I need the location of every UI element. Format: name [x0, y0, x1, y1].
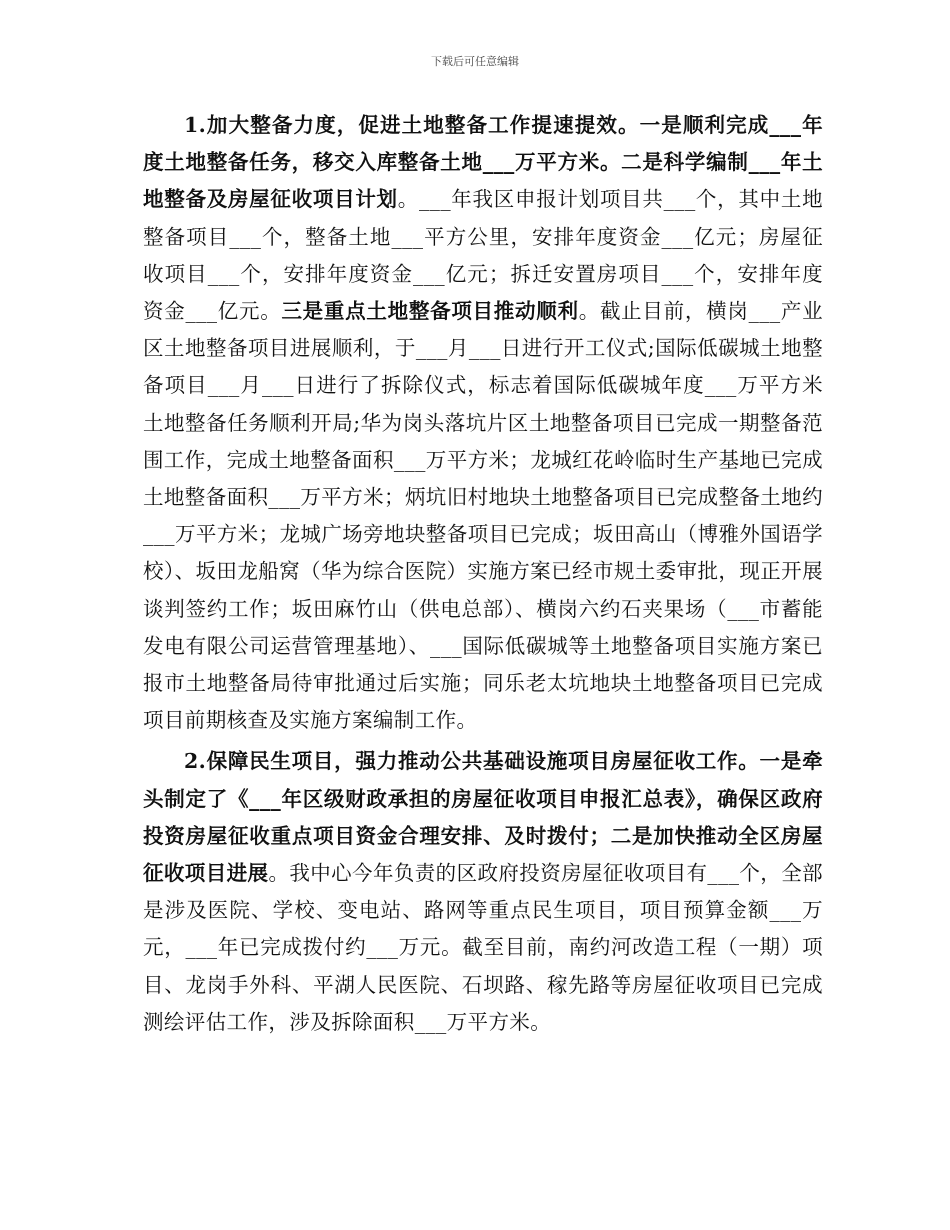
paragraph-2-heading: 2.保障民生项目，强力推动公共基础设施项目房屋征收工作。一是牵头制定了《___年区级财政承担的房屋征收项目申报汇总表》，确保区政府投资房屋征收重点项目资金合理安排、及时拨付；二是加快推动全区房屋征收项目进展 — [143, 749, 823, 886]
paragraph-1-text-continued: 。截止目前，横岗___产业区土地整备项目进展顺利，于___月___日进行开工仪式;国际低碳城土地整备项目___月___日进行了拆除仪式，标志着国际低碳城年度___万平方米土地整备任务顺利开局;华为岗头落坑片区土地整备项目已完成一期整备范围工作，完成土地整备面积___万平方米；龙城红花岭临时生产基地已完成土地整备面积___万平方米；炳坑旧村地块土地整备项目已完成整备土地约___万平方米；龙城广场旁地块整备项目已完成；坂田高山（博雅外国语学校）、坂田龙船窝（华为综合医院）实施方案已经市规土委审批，现正开展谈判签约工作；坂田麻竹山（供电总部）、横岗六约石夹果场（___市蓄能发电有限公司运营管理基地）、___国际低碳城等土地整备项目实施方案已报市土地整备局待审批通过后实施；同乐老太坑地块土地整备项目已完成项目前期核查及实施方案编制工作。 — [143, 299, 823, 733]
paragraph-1-text: 。___年我区申报计划项目共___个，其中土地整备项目___个，整备土地___平方公里，安排年度资金___亿元；房屋征收项目___个，安排年度资金___亿元；拆迁安置房项目___个，安排年度资金___亿元。 — [143, 187, 823, 324]
page-header: 下载后可任意编辑 — [431, 55, 519, 68]
paragraph-1-subheading: 三是重点土地整备项目推动顺利 — [281, 299, 579, 324]
paragraph-house-expropriation — [143, 743, 823, 1041]
paragraph-1-heading: 1.加大整备力度，促进土地整备工作提速提效。一是顺利完成___年度土地整备任务，移交入库整备土地___万平方米。二是科学编制___年土地整备及房屋征收项目计划 — [143, 113, 823, 212]
document-body — [143, 107, 823, 1045]
paragraph-land-consolidation — [143, 107, 823, 739]
paragraph-2-text: 。我中心今年负责的区政府投资房屋征收项目有___个，全部是涉及医院、学校、变电站、路网等重点民生项目，项目预算金额___万元，___年已完成拨付约___万元。截至目前，南约河改造工程（一期）项目、龙岗手外科、平湖人民医院、石坝路、稼先路等房屋征收项目已完成测绘评估工作，涉及拆除面积___万平方米。 — [143, 861, 823, 1034]
